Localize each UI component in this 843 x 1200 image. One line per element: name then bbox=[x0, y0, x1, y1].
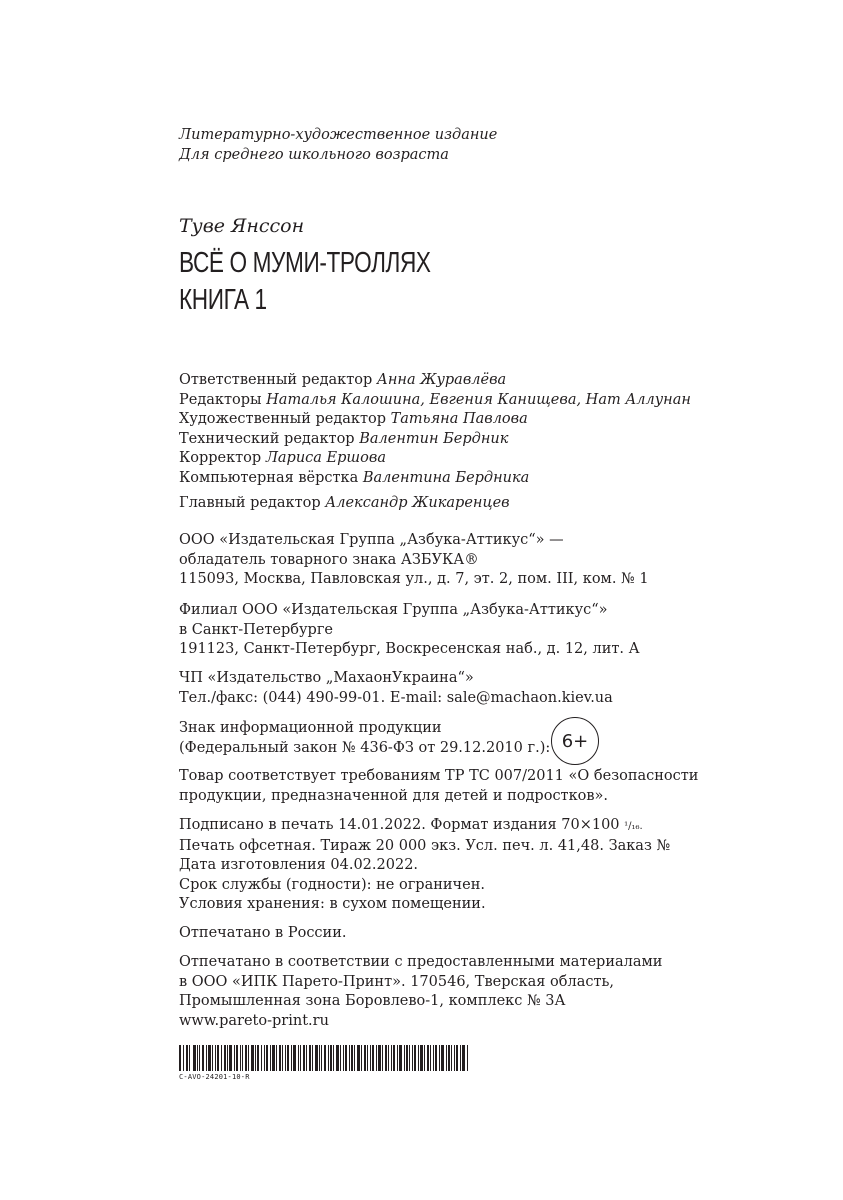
print-info-line: Срок службы (годности): не ограничен. bbox=[179, 876, 486, 893]
credit-line bbox=[179, 410, 691, 430]
print-info-line: Печать офсетная. Тираж 20 000 экз. Усл. печ. л. 41,48. Заказ № bbox=[179, 837, 671, 854]
format-fraction: ¹/₁₆. bbox=[624, 821, 643, 832]
print-signed: Подписано в печать 14.01.2022. Формат издания 70×100 bbox=[179, 817, 620, 833]
credit-name: Анна Журавлёва bbox=[376, 372, 507, 388]
credit-role: Художественный редактор bbox=[179, 411, 386, 428]
book-volume: КНИГА 1 bbox=[179, 284, 267, 316]
publisher-line: обладатель товарного знака АЗБУКА® bbox=[179, 551, 479, 568]
credit-role: Ответственный редактор bbox=[179, 372, 373, 388]
credit-role: Корректор bbox=[179, 450, 262, 467]
printer-line: Промышленная зона Боровлево-1, комплекс № 3А bbox=[179, 993, 566, 1010]
compliance-block bbox=[179, 767, 698, 806]
print-signed-line bbox=[179, 816, 670, 837]
branch-line: в Санкт-Петербурге bbox=[179, 621, 333, 638]
info-sign-block bbox=[179, 719, 550, 758]
branch-block bbox=[179, 601, 640, 660]
compliance-line: Товар соответствует требованиям ТР ТС 007/2011 «О безопасности bbox=[179, 768, 699, 784]
genre-block bbox=[179, 126, 497, 165]
credit-role: Технический редактор bbox=[179, 430, 355, 447]
printed-in-line: Отпечатано в России. bbox=[179, 925, 347, 941]
credit-name: Татьяна Павлова bbox=[390, 411, 528, 428]
credit-name: Лариса Ершова bbox=[265, 450, 386, 467]
chief-editor-line bbox=[179, 494, 510, 514]
printer-line: в ООО «ИПК Парето-Принт». 170546, Тверская область, bbox=[179, 973, 615, 990]
author-name: Туве Янссон bbox=[179, 215, 305, 237]
credit-role: Редакторы bbox=[179, 391, 262, 408]
credit-name: Валентина Бердника bbox=[362, 469, 530, 486]
credit-name: Валентин Бердник bbox=[359, 430, 509, 447]
printer-block bbox=[179, 953, 662, 1031]
credit-name: Наталья Калошина, Евгения Канищева, Нат Аллунан bbox=[266, 391, 691, 408]
ukraine-block bbox=[179, 669, 613, 708]
printer-website: www.pareto-print.ru bbox=[179, 1012, 329, 1029]
branch-line: Филиал ООО «Издательская Группа „Азбука-Аттикус“» bbox=[179, 602, 608, 618]
publisher-block bbox=[179, 531, 649, 590]
barcode-code: C-AVO-24201-10-R bbox=[179, 1073, 250, 1081]
info-sign-line: Знак информационной продукции bbox=[179, 720, 442, 736]
audience-line: Для среднего школьного возраста bbox=[179, 146, 449, 163]
genre-line: Литературно-художественное издание bbox=[179, 127, 498, 143]
book-title: ВСЁ О МУМИ-ТРОЛЛЯХ bbox=[179, 247, 431, 279]
age-rating-badge: 6+ bbox=[551, 717, 599, 765]
credit-role: Главный редактор bbox=[179, 495, 321, 511]
compliance-line: продукции, предназначенной для детей и подростков». bbox=[179, 787, 609, 804]
print-info-block bbox=[179, 816, 670, 915]
print-info-line: Дата изготовления 04.02.2022. bbox=[179, 857, 419, 874]
barcode-image bbox=[179, 1045, 469, 1071]
credit-name: Александр Жикаренцев bbox=[325, 495, 510, 511]
print-info-line: Условия хранения: в сухом помещении. bbox=[179, 896, 486, 913]
credit-line bbox=[179, 430, 691, 450]
credit-line bbox=[179, 371, 691, 391]
credits-list bbox=[179, 371, 691, 489]
credit-role: Компьютерная вёрстка bbox=[179, 469, 359, 486]
credit-line bbox=[179, 449, 691, 469]
ukraine-contacts: Тел./факс: (044) 490-99-01. E-mail: sale@machaon.kiev.ua bbox=[179, 689, 613, 706]
publisher-address: 115093, Москва, Павловская ул., д. 7, эт. 2, пом. III, ком. № 1 bbox=[179, 571, 649, 588]
branch-address: 191123, Санкт-Петербург, Воскресенская наб., д. 12, лит. А bbox=[179, 641, 640, 658]
publisher-line: ООО «Издательская Группа „Азбука-Аттикус“» — bbox=[179, 532, 564, 548]
credit-line bbox=[179, 391, 691, 411]
credit-line bbox=[179, 469, 691, 489]
ukraine-line: ЧП «Издательство „МахаонУкраина“» bbox=[179, 670, 474, 686]
printer-line: Отпечатано в соответствии с предоставленными материалами bbox=[179, 954, 663, 970]
info-sign-law: (Федеральный закон № 436-ФЗ от 29.12.2010 г.): bbox=[179, 739, 551, 756]
